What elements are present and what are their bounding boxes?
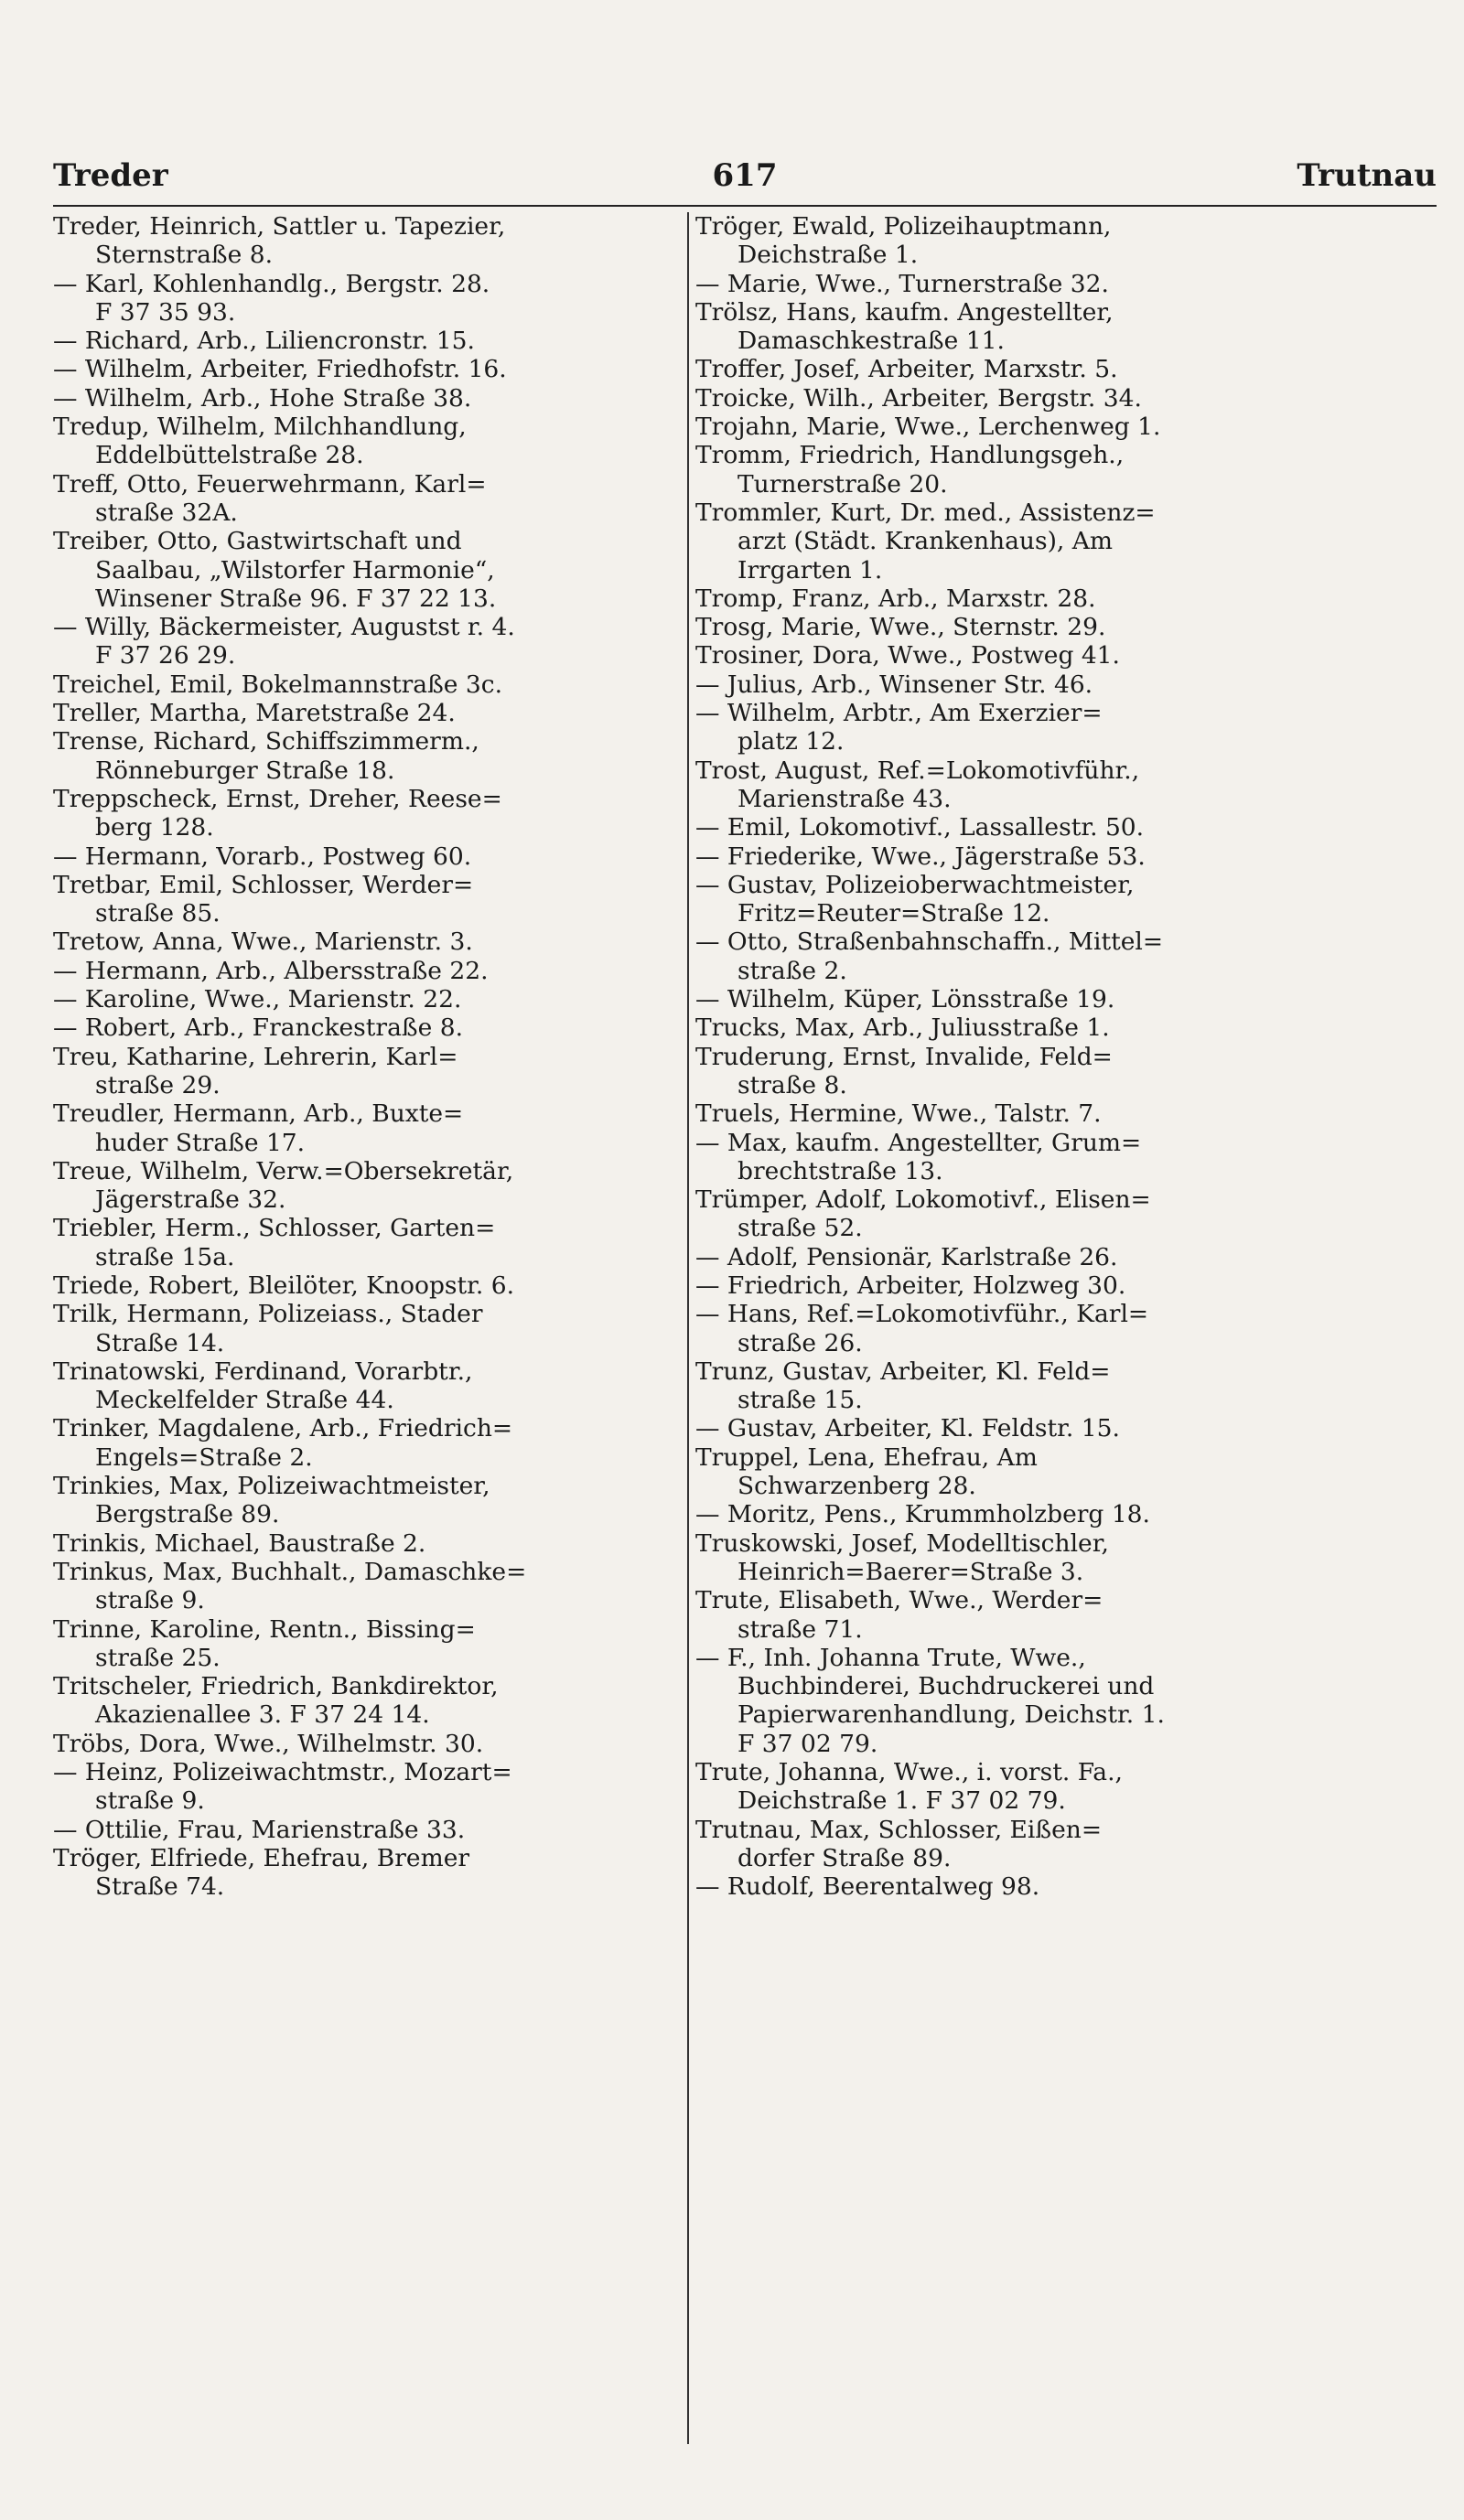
entry-continuation-line: berg 128. [95, 813, 214, 842]
directory-entry [53, 1730, 681, 1758]
entry-line: — Gustav, Polizeioberwachtmeister, [695, 870, 1135, 899]
entry-line: — Marie, Wwe., Turnerstraße 32. [695, 269, 1109, 298]
directory-entry [695, 1013, 1437, 1042]
directory-entry [695, 985, 1437, 1013]
entry-line: Treff, Otto, Feuerwehrmann, Karl= [53, 469, 487, 499]
entry-line: Trinatowski, Ferdinand, Vorarbtr., [53, 1357, 473, 1386]
entry-continuation-line: Straße 74. [95, 1872, 225, 1902]
entry-line: Treichel, Emil, Bokelmannstraße 3c. [53, 670, 503, 699]
entry-continuation-line: F 37 02 79. [737, 1729, 878, 1758]
header-first-name: Treder [53, 157, 168, 194]
directory-entry [53, 613, 681, 670]
directory-entry [695, 1816, 1437, 1873]
directory-entry [53, 212, 681, 270]
directory-entry [695, 1271, 1437, 1300]
directory-entry [53, 270, 681, 327]
directory-entry [53, 727, 681, 785]
entry-line: Truppel, Lena, Ehefrau, Am [695, 1442, 1038, 1472]
entry-line: Tretow, Anna, Wwe., Marienstr. 3. [53, 928, 473, 957]
entry-continuation-line: F 37 26 29. [95, 641, 236, 670]
directory-entry [695, 1099, 1437, 1128]
entry-line: Tröger, Elfriede, Ehefrau, Bremer [53, 1843, 470, 1872]
entry-continuation-line: Damaschkestraße 11. [737, 327, 1005, 356]
entry-continuation-line: Saalbau, „Wilstorfer Harmonie“, [95, 555, 495, 584]
entry-line: — Friedrich, Arbeiter, Holzweg 30. [695, 1271, 1126, 1300]
entry-line: Triebler, Herm., Schlosser, Garten= [53, 1214, 496, 1243]
entry-continuation-line: Deichstraße 1. [737, 241, 919, 270]
entry-line: — Gustav, Arbeiter, Kl. Feldstr. 15. [695, 1414, 1120, 1443]
entry-continuation-line: straße 85. [95, 899, 221, 928]
entry-line: Treudler, Hermann, Arb., Buxte= [53, 1099, 464, 1129]
directory-entry [53, 1672, 681, 1730]
entry-continuation-line: Schwarzenberg 28. [737, 1472, 976, 1501]
entry-continuation-line: straße 15a. [95, 1242, 235, 1271]
entry-line: Trunz, Gustav, Arbeiter, Kl. Feld= [695, 1357, 1111, 1386]
directory-entry [53, 670, 681, 699]
entry-line: — Hans, Ref.=Lokomotivführ., Karl= [695, 1300, 1149, 1329]
directory-entry [695, 613, 1437, 641]
entry-line: Treder, Heinrich, Sattler u. Tapezier, [53, 212, 506, 241]
entry-line: — Friederike, Wwe., Jägerstraße 53. [695, 842, 1146, 871]
directory-entry [695, 813, 1437, 842]
entry-continuation-line: straße 71. [737, 1614, 863, 1644]
entry-continuation-line: Rönneburger Straße 18. [95, 756, 395, 785]
entry-continuation-line: Papierwarenhandlung, Deichstr. 1. [737, 1700, 1165, 1730]
entry-continuation-line: Meckelfelder Straße 44. [95, 1386, 394, 1415]
entry-continuation-line: Irrgarten 1. [737, 555, 883, 584]
page-header [53, 157, 1437, 203]
directory-entry [53, 985, 681, 1013]
directory-entry [695, 1500, 1437, 1528]
entry-continuation-line: dorfer Straße 89. [737, 1843, 952, 1872]
directory-entry [53, 957, 681, 985]
entry-continuation-line: straße 32A. [95, 498, 238, 527]
entry-continuation-line: Akazienallee 3. F 37 24 14. [95, 1700, 430, 1730]
entry-line: — Karoline, Wwe., Marienstr. 22. [53, 985, 462, 1014]
directory-entry [695, 355, 1437, 383]
entry-line: Trosg, Marie, Wwe., Sternstr. 29. [695, 613, 1106, 642]
entry-line: Treiber, Otto, Gastwirtschaft und [53, 527, 462, 556]
entry-line: — Willy, Bäckermeister, Augustst r. 4. [53, 613, 515, 642]
directory-entry [53, 785, 681, 842]
directory-entry [53, 1758, 681, 1816]
entry-line: Troicke, Wilh., Arbeiter, Bergstr. 34. [695, 383, 1142, 413]
entry-continuation-line: straße 9. [95, 1586, 205, 1615]
entry-continuation-line: Heinrich=Baerer=Straße 3. [737, 1557, 1084, 1586]
directory-entry [53, 1043, 681, 1100]
directory-entry [53, 1271, 681, 1300]
directory-entry [53, 1357, 681, 1415]
entry-line: Treue, Wilhelm, Verw.=Obersekretär, [53, 1156, 514, 1185]
directory-entry [53, 928, 681, 956]
entry-line: — Hermann, Vorarb., Postweg 60. [53, 842, 472, 871]
header-last-name: Trutnau [1297, 157, 1437, 194]
entry-line: — Moritz, Pens., Krummholzberg 18. [695, 1500, 1150, 1529]
directory-entry [695, 298, 1437, 356]
entry-line: Tretbar, Emil, Schlosser, Werder= [53, 870, 474, 899]
left-column [53, 212, 681, 1902]
entry-line: — Wilhelm, Arbtr., Am Exerzier= [695, 699, 1103, 728]
entry-line: Trost, August, Ref.=Lokomotivführ., [695, 756, 1140, 785]
directory-entry [53, 1844, 681, 1902]
entry-continuation-line: straße 8. [737, 1070, 847, 1099]
directory-entry [695, 441, 1437, 499]
entry-line: Trölsz, Hans, kaufm. Angestellter, [695, 297, 1114, 327]
entry-line: — Emil, Lokomotivf., Lassallestr. 50. [695, 813, 1145, 842]
entry-line: — Karl, Kohlenhandlg., Bergstr. 28. [53, 269, 490, 298]
entry-line: Trilk, Hermann, Polizeiass., Stader [53, 1300, 483, 1329]
entry-line: Triede, Robert, Bleilöter, Knoopstr. 6. [53, 1271, 515, 1300]
entry-line: Trute, Elisabeth, Wwe., Werder= [695, 1586, 1103, 1615]
entry-line: Tröger, Ewald, Polizeihauptmann, [695, 212, 1112, 241]
entry-line: — Hermann, Arb., Albersstraße 22. [53, 956, 489, 985]
directory-entry [53, 1157, 681, 1215]
entry-line: — Wilhelm, Arb., Hohe Straße 38. [53, 383, 472, 413]
entry-line: Tredup, Wilhelm, Milchhandlung, [53, 413, 467, 442]
entry-line: Treppscheck, Ernst, Dreher, Reese= [53, 784, 502, 813]
directory-entry [695, 871, 1437, 928]
directory-entry [695, 670, 1437, 699]
entry-continuation-line: brechtstraße 13. [737, 1156, 943, 1185]
entry-line: Tritscheler, Friedrich, Bankdirektor, [53, 1672, 499, 1701]
directory-entry [695, 1243, 1437, 1271]
entry-line: Trümper, Adolf, Lokomotivf., Elisen= [695, 1185, 1151, 1215]
entry-line: Trinker, Magdalene, Arb., Friedrich= [53, 1414, 513, 1443]
directory-entry [53, 842, 681, 871]
directory-entry [695, 641, 1437, 670]
directory-entry [695, 499, 1437, 584]
directory-entry [53, 1615, 681, 1673]
entry-line: Trutnau, Max, Schlosser, Eißen= [695, 1815, 1103, 1844]
entry-line: — Julius, Arb., Winsener Str. 46. [695, 670, 1093, 699]
entry-continuation-line: straße 52. [737, 1214, 863, 1243]
entry-line: Tröbs, Dora, Wwe., Wilhelmstr. 30. [53, 1729, 484, 1758]
entry-line: Treu, Katharine, Lehrerin, Karl= [53, 1042, 458, 1071]
directory-entry [695, 1586, 1437, 1644]
directory-entry [53, 1099, 681, 1157]
entry-continuation-line: F 37 35 93. [95, 297, 236, 327]
entry-line: — Richard, Arb., Liliencronstr. 15. [53, 327, 475, 356]
directory-entry [53, 1414, 681, 1472]
entry-continuation-line: Straße 14. [95, 1328, 225, 1357]
entry-line: — Adolf, Pensionär, Karlstraße 26. [695, 1242, 1118, 1271]
entry-line: — F., Inh. Johanna Trute, Wwe., [695, 1643, 1086, 1672]
directory-entry [53, 1816, 681, 1844]
entry-line: — Rudolf, Beerentalweg 98. [695, 1872, 1040, 1902]
directory-entry [695, 756, 1437, 814]
directory-entry [695, 584, 1437, 613]
directory-entry [53, 413, 681, 470]
directory-entry [695, 1443, 1437, 1501]
entry-continuation-line: Winsener Straße 96. F 37 22 13. [95, 584, 497, 613]
entry-line: Trute, Johanna, Wwe., i. vorst. Fa., [695, 1758, 1123, 1787]
entry-line: Trense, Richard, Schiffszimmerm., [53, 727, 479, 756]
directory-entry [695, 1300, 1437, 1357]
entry-line: — Wilhelm, Küper, Lönsstraße 19. [695, 985, 1115, 1014]
directory-entry [53, 1300, 681, 1357]
entry-continuation-line: Turnerstraße 20. [737, 469, 948, 499]
directory-entry [695, 842, 1437, 871]
entry-line: — Heinz, Polizeiwachtmstr., Mozart= [53, 1758, 512, 1787]
directory-entry [53, 1472, 681, 1529]
entry-continuation-line: straße 26. [737, 1328, 863, 1357]
entry-continuation-line: Marienstraße 43. [737, 784, 952, 813]
directory-entry [53, 327, 681, 355]
directory-entry [695, 1872, 1437, 1901]
directory-entry [53, 699, 681, 727]
directory-entry [695, 1644, 1437, 1758]
directory-entry [695, 270, 1437, 298]
entry-continuation-line: straße 2. [737, 956, 847, 985]
directory-entry [53, 1214, 681, 1271]
entry-continuation-line: straße 29. [95, 1070, 221, 1099]
entry-continuation-line: Eddelbüttelstraße 28. [95, 441, 364, 470]
entry-line: Truskowski, Josef, Modelltischler, [695, 1528, 1109, 1558]
directory-entry [53, 1013, 681, 1042]
entry-line: Troffer, Josef, Arbeiter, Marxstr. 5. [695, 355, 1118, 384]
entry-continuation-line: straße 25. [95, 1643, 221, 1672]
entry-line: Trosiner, Dora, Wwe., Postweg 41. [695, 641, 1120, 670]
entry-line: Trommler, Kurt, Dr. med., Assistenz= [695, 498, 1156, 527]
directory-entry [695, 413, 1437, 441]
header-rule [53, 205, 1437, 207]
entry-continuation-line: Bergstraße 89. [95, 1500, 280, 1529]
directory-entry [695, 1529, 1437, 1587]
directory-entry [695, 1357, 1437, 1415]
directory-entry [695, 1758, 1437, 1816]
entry-line: Trucks, Max, Arb., Juliusstraße 1. [695, 1013, 1110, 1043]
entry-continuation-line: arzt (Städt. Krankenhaus), Am [737, 527, 1114, 556]
directory-entry [53, 1558, 681, 1615]
entry-line: Treller, Martha, Maretstraße 24. [53, 699, 456, 728]
entry-line: Trinne, Karoline, Rentn., Bissing= [53, 1614, 476, 1644]
directory-entry [53, 384, 681, 413]
entry-continuation-line: Sternstraße 8. [95, 241, 274, 270]
entry-line: Truderung, Ernst, Invalide, Feld= [695, 1042, 1113, 1071]
entry-line: Tromm, Friedrich, Handlungsgeh., [695, 441, 1125, 470]
entry-continuation-line: Jägerstraße 32. [95, 1185, 286, 1215]
entry-line: Trinkies, Max, Polizeiwachtmeister, [53, 1472, 490, 1501]
entry-line: Tromp, Franz, Arb., Marxstr. 28. [695, 584, 1096, 613]
entry-continuation-line: straße 15. [737, 1386, 863, 1415]
page-number: 617 [712, 157, 778, 194]
entry-line: Trinkus, Max, Buchhalt., Damaschke= [53, 1557, 527, 1586]
entry-continuation-line: Buchbinderei, Buchdruckerei und [737, 1672, 1155, 1701]
entry-continuation-line: Fritz=Reuter=Straße 12. [737, 899, 1050, 928]
directory-entry [53, 527, 681, 613]
column-divider [687, 212, 689, 2444]
entry-line: Trinkis, Michael, Baustraße 2. [53, 1528, 426, 1558]
entry-line: — Max, kaufm. Angestellter, Grum= [695, 1128, 1142, 1157]
right-column [695, 212, 1437, 1902]
directory-entry [695, 699, 1437, 756]
directory-entry [695, 1043, 1437, 1100]
entry-continuation-line: huder Straße 17. [95, 1128, 306, 1157]
entry-line: — Wilhelm, Arbeiter, Friedhofstr. 16. [53, 355, 507, 384]
directory-entry [53, 1529, 681, 1558]
directory-entry [695, 1129, 1437, 1186]
entry-line: Trojahn, Marie, Wwe., Lerchenweg 1. [695, 413, 1161, 442]
entry-line: — Robert, Arb., Franckestraße 8. [53, 1013, 463, 1043]
directory-entry [53, 355, 681, 383]
entry-line: — Otto, Straßenbahnschaffn., Mittel= [695, 928, 1164, 957]
entry-continuation-line: Engels=Straße 2. [95, 1442, 313, 1472]
directory-entry [695, 384, 1437, 413]
entry-continuation-line: platz 12. [737, 727, 845, 756]
entry-continuation-line: Deichstraße 1. F 37 02 79. [737, 1786, 1066, 1816]
directory-entry [53, 470, 681, 528]
directory-entry [695, 212, 1437, 270]
entry-line: — Ottilie, Frau, Marienstraße 33. [53, 1815, 466, 1844]
directory-entry [695, 1414, 1437, 1442]
directory-entry [53, 871, 681, 928]
entry-line: Truels, Hermine, Wwe., Talstr. 7. [695, 1099, 1102, 1129]
directory-entry [695, 928, 1437, 985]
entry-continuation-line: straße 9. [95, 1786, 205, 1816]
directory-entry [695, 1185, 1437, 1243]
